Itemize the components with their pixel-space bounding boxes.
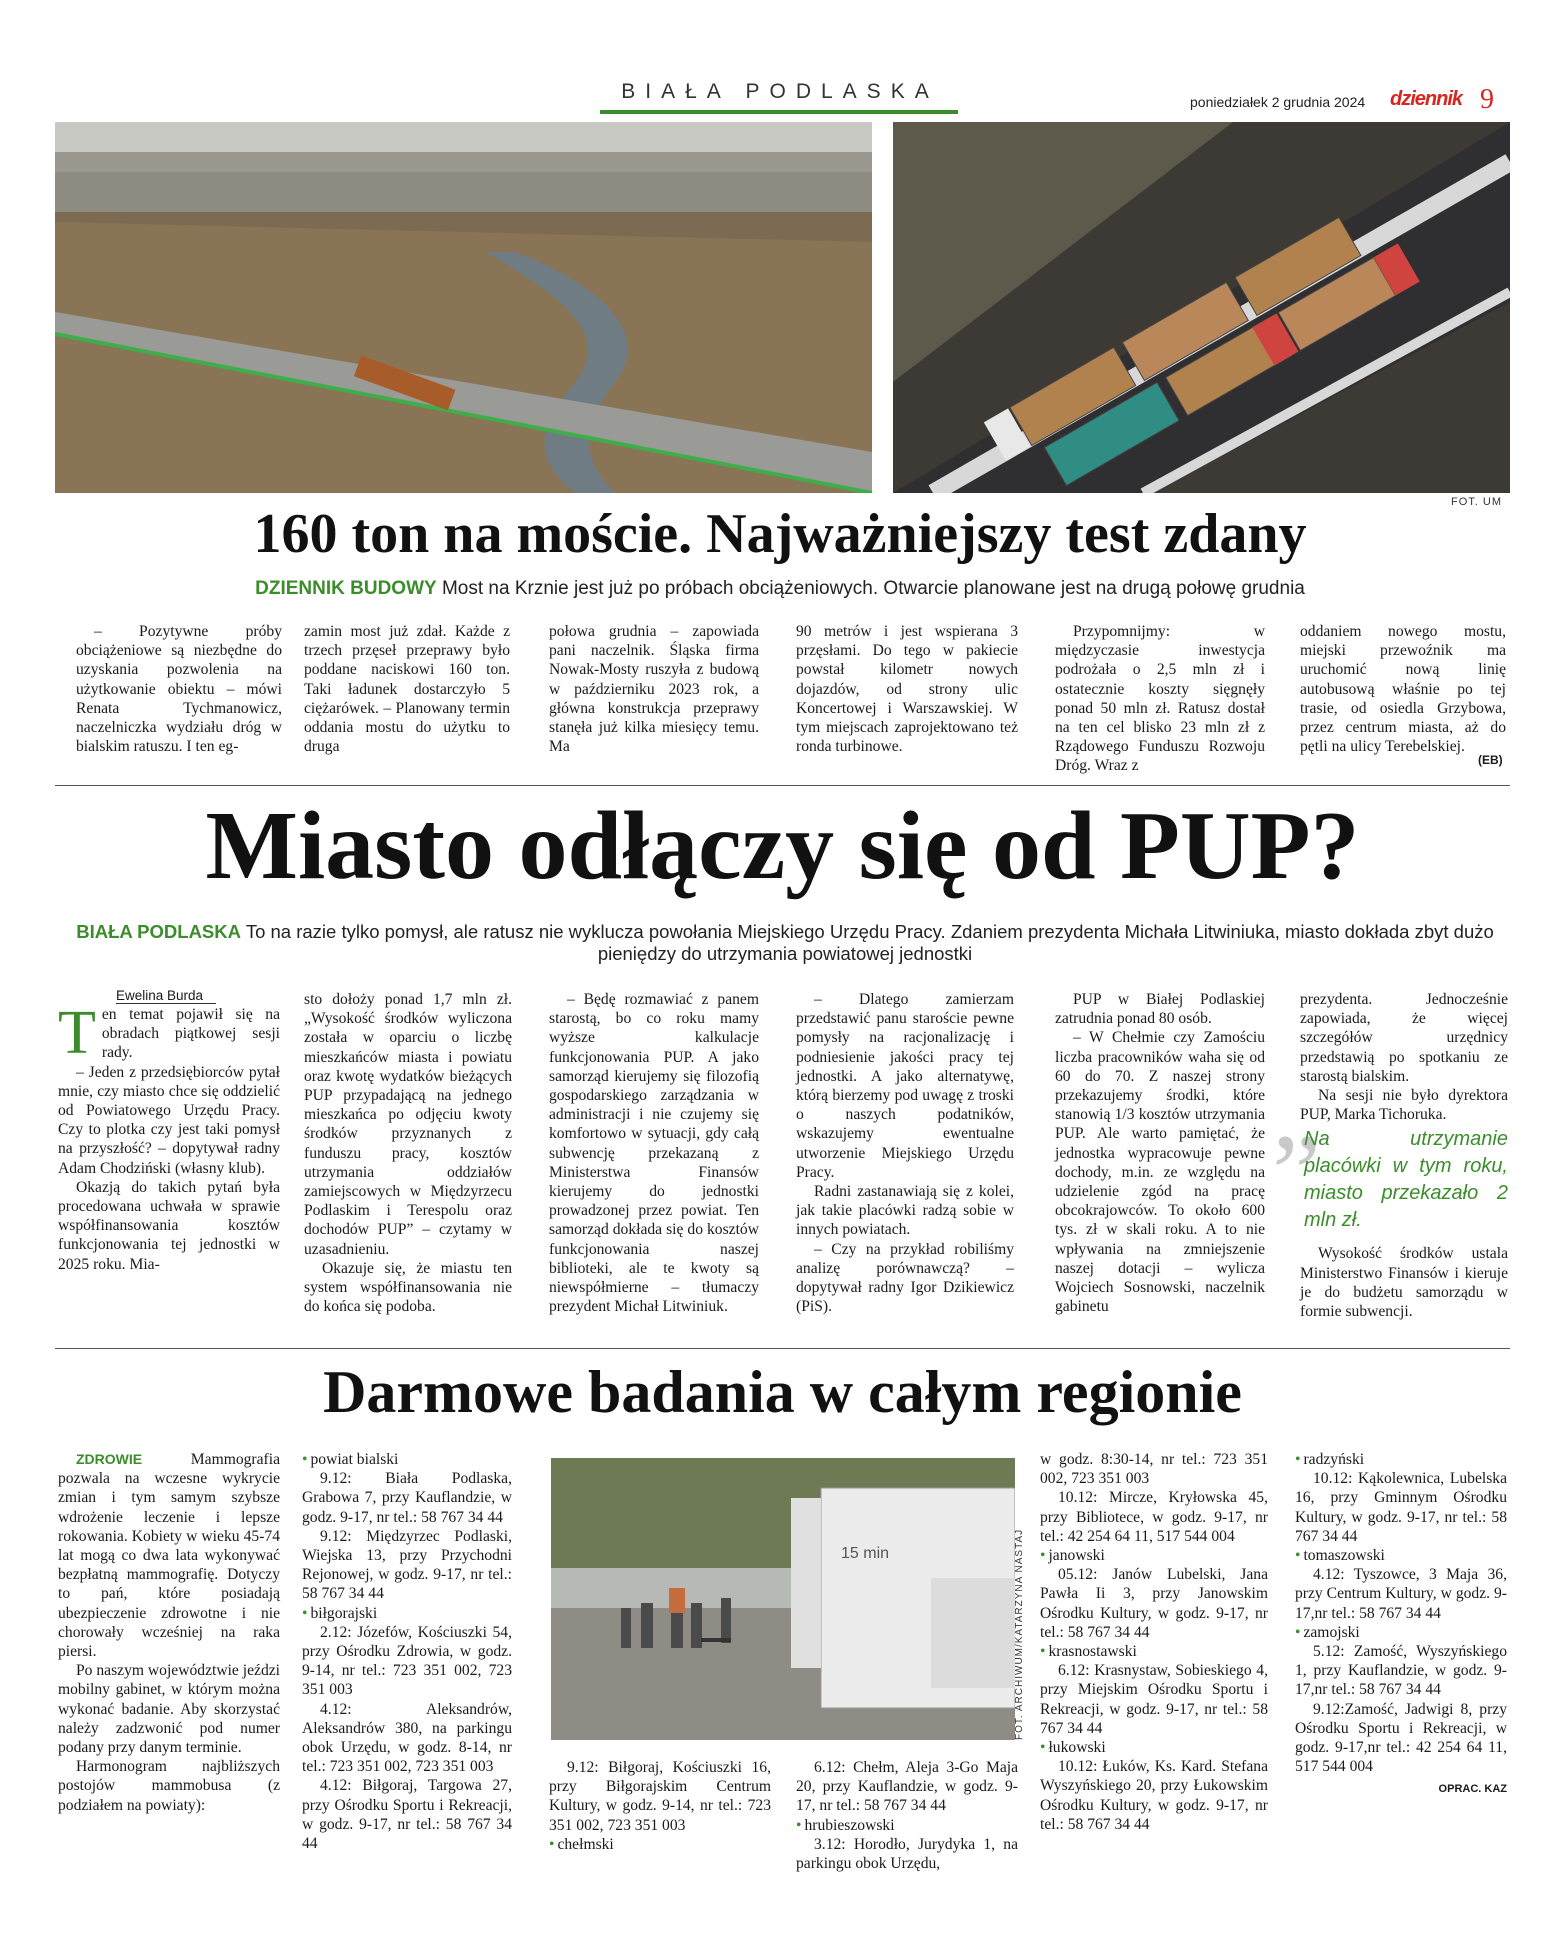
article3-signature: OPRAC. KAZ: [1438, 1783, 1507, 1796]
article2-text: prezydenta. Jednocześnie zapowiada, że więcej szczegółów urzędnicy przedstawią po spotkaniu ze starostą bialskim.: [1300, 991, 1508, 1085]
article1-col6: [1300, 622, 1506, 756]
article2-text: Okazją do takich pytań była procedowana uchwała w sprawie współfinansowania kosztów funkcjonowania tej jednostki w 2025 roku. Mia-: [58, 1178, 280, 1273]
article3-kicker: ZDROWIE: [76, 1451, 143, 1467]
schedule-entry: 9.12:Zamość, Jadwigi 8, przy Ośrodku Sportu i Rekreacji, w godz. 9-17,nr tel.: 42 254 64 11, 517 544 004: [1295, 1700, 1507, 1776]
schedule-entry: 10.12: Kąkolewnica, Lubelska 16, przy Gminnym Ośrodku Kultury, w godz. 9-17, nr tel.: 58 767 34 44: [1295, 1470, 1507, 1545]
county-label: • janowski: [1040, 1546, 1268, 1565]
schedule-entry: 4.12: Biłgoraj, Targowa 27, przy Ośrodku Sportu i Rekreacji, w godz. 9-17, nr tel.: 58 767 34 44: [302, 1777, 512, 1853]
article2-text: – Jeden z przedsiębiorców pytał mnie, czy miasto chce się oddzielić od Powiatowego Urzędu Pracy. Czy to plotka czy jest taki pomysł na przyszłość? – dopytywał radny Adam Chodziński (własny klub).: [58, 1063, 280, 1177]
dziennik-logo: dziennik: [1390, 88, 1463, 110]
section-title: BIAŁA PODLASKA: [621, 80, 939, 103]
article2-author: Ewelina Burda: [116, 988, 216, 1004]
article1-col4: [796, 622, 1018, 756]
article1-col2: [304, 622, 510, 756]
article1-text: oddaniem nowego mostu, miejski przewoźnik ma uruchomić nową linię autobusową właśnie po tej trasie, od osiedla Grzybowa, przez centrum miasta, aż do pętli na ulicy Terebelskiej.: [1300, 623, 1506, 756]
quote-mark-icon: ”: [1272, 1112, 1321, 1235]
bridge-aerial-photo: [55, 122, 872, 493]
county-label: • powiat bialski: [302, 1450, 512, 1469]
schedule-entry: w godz. 8:30-14, nr tel.: 723 351 002, 723 351 003: [1040, 1451, 1268, 1488]
photo-sign-text: 15 min: [841, 1545, 890, 1562]
article1-kicker: DZIENNIK BUDOWY: [255, 578, 437, 599]
article1-text: połowa grudnia – zapowiada pani naczelnik. Śląska firma Nowak-Mosty ruszyła z budową w październiku 2023 rok, a główna konstrukcja przeprawy stanęła już kilka miesięcy temu. Ma: [549, 623, 759, 756]
article1-text: 90 metrów i jest wspierana 3 przęsłami. Do tego w pakiecie powstał kilometr nowych dojazdów, od strony ulic Koncertowej i Warszawskiej. W tym miejscach zaprojektowano też ronda turbinowe.: [796, 623, 1018, 756]
dropcap: T: [58, 999, 96, 1067]
article2-lead-text: To na razie tylko pomysł, ale ratusz nie wyklucza powołania Miejskiego Urzędu Pracy. Zdaniem prezydenta Michała Litwiniuka, miasto dokłada zbyt dużo pieniędzy do utrzymania powiatowej jednostki: [245, 921, 1494, 964]
county-label: • łukowski: [1040, 1738, 1268, 1757]
divider: [55, 1348, 1510, 1349]
article1-text: – Pozytywne próby obciążeniowe są niezbędne do uzyskania pozwolenia na użytkowanie obiektu – mówi Renata Tychmanowicz, naczelniczka wydziału dróg w bialskim ratuszu. I ten eg-: [76, 623, 282, 756]
article2-text: – Czy na przykład robiliśmy analizę porównawczą? – dopytywał radny Igor Dzikiewicz (PiS).: [796, 1240, 1014, 1316]
article3-col5: [1040, 1450, 1268, 1834]
schedule-entry: 6.12: Krasnystaw, Sobieskiego 4, przy Miejskim Ośrodku Sportu i Rekreacji, w godz. 9-17, nr tel.: 58 767 34 44: [1040, 1662, 1268, 1737]
section-underline: [600, 110, 958, 114]
article1-text: zamin most już zdał. Każde z trzech przęseł przeprawy było poddane naciskowi 160 ton. Taki ładunek dostarczyło 5 ciężarówek. – Planowany termin oddania mostu do użytku to druga: [304, 623, 510, 756]
article2-text: – W Chełmie czy Zamościu liczba pracowników waha się od 60 do 70. Z naszej strony przekazujemy środki, które stanowią 1/3 kosztów utrzymania PUP. Ale warto pamiętać, że jednostka wypracowuje pewne dochody, m.in. ze względu na udzielenie zgód na pracę obcokrajowców. To około 600 tys. zł w skali roku. A to nie wpływania na zmniejszenie naszej dotacji – wylicza Wojciech Sosnowski, naczelnik gabinetu: [1055, 1029, 1265, 1316]
county-label: • hrubieszowski: [796, 1816, 1018, 1835]
schedule-entry: 3.12: Horodło, Jurydyka 1, na parkingu obok Urzędu,: [796, 1835, 1018, 1873]
article3-text: Harmonogram najbliższych postojów mammobusa (z podziałem na powiaty):: [58, 1758, 280, 1814]
article1-title: 160 ton na moście. Najważniejszy test zdany: [253, 503, 1307, 565]
mammobus-photo: [551, 1458, 1015, 1740]
article2-text: PUP w Białej Podlaskiej zatrudnia ponad 80 osób.: [1055, 991, 1265, 1028]
county-label: • krasnostawski: [1040, 1642, 1268, 1661]
article3-col6: [1295, 1450, 1507, 1800]
county-label: • radzyński: [1295, 1450, 1507, 1469]
photo-credit-um: FOT. UM: [1451, 496, 1502, 508]
article2-text: sto dołoży ponad 1,7 mln zł. „Wysokość środków wyliczona została w oparciu o liczbę mieszkańców miasta i powiatu oraz kwotę wydatków bieżących PUP przypadającą na jednego mieszkańca po odjęciu kwoty środków przyznanych z funduszu pracy, kosztów utrzymania oddziałów zamiejscowych w Międzyrzecu Podlaskim i Terespolu oraz dochodów PUP” – czytamy w uzasadnieniu.: [304, 991, 512, 1258]
county-label: • chełmski: [549, 1835, 771, 1854]
article1-text: Przypomnijmy: w międzyczasie inwestycja podrożała o 2,5 mln zł i ostatecznie koszty sięgnęły ponad 50 mln zł. Ratusz dostał na ten cel blisko 23 mln zł z Rządowego Funduszu Rozwoju Dróg. Wraz z: [1055, 623, 1265, 775]
article1-signature: (EB): [1478, 753, 1503, 767]
county-label: • tomaszowski: [1295, 1546, 1507, 1565]
schedule-entry: 4.12: Tyszowce, 3 Maja 36, przy Centrum Kultury, w godz. 9-17,nr tel.: 58 767 34 44: [1295, 1566, 1507, 1622]
article1-col3: [549, 622, 759, 756]
schedule-entry: 05.12: Janów Lubelski, Jana Pawła Ii 3, przy Janowskim Ośrodku Kultury, w godz. 9-17, nr tel.: 58 767 34 44: [1040, 1566, 1268, 1641]
article1-lead-text: Most na Krznie jest już po próbach obciążeniowych. Otwarcie planowane jest na drugą połowę grudnia: [441, 578, 1305, 599]
quote-text: Na utrzymanie placówki w tym roku, miasto przekazało 2 mln zł.: [1304, 1128, 1508, 1232]
article1-col1: [76, 622, 282, 756]
article3-col2: [302, 1450, 512, 1853]
article2-text: Okazuje się, że miastu ten system współfinansowania nie do końca się podoba.: [304, 1259, 512, 1316]
schedule-entry: 9.12: Biała Podlaska, Grabowa 7, przy Kauflandzie, w godz. 9-17, nr tel.: 58 767 34 44: [302, 1470, 512, 1526]
county-label: • biłgorajski: [302, 1604, 512, 1623]
schedule-entry: 10.12: Mircze, Kryłowska 45, przy Bibliotece, w godz. 9-17, nr tel.: 42 254 64 11, 517 544 004: [1040, 1489, 1268, 1545]
trucks-on-bridge-photo: [893, 122, 1510, 493]
article3-col1: [58, 1450, 280, 1815]
article2-col5: [1055, 990, 1265, 1316]
article2-text: en temat pojawił się na obradach piątkowej sesji rady.: [101, 1006, 280, 1062]
photo-credit-archive: FOT. ARCHIWUM/KATARZYNA NASTAJ: [1014, 1528, 1025, 1740]
divider: [55, 785, 1510, 786]
article2-title: Miasto odłączy się od PUP?: [205, 792, 1360, 900]
article2-col4: [796, 990, 1014, 1316]
schedule-entry: 9.12: Międzyrzec Podlaski, Wiejska 13, przy Przychodni Rejonowej, w godz. 9-17, nr tel.: 58 767 34 44: [302, 1527, 512, 1603]
schedule-entry: 6.12: Chełm, Aleja 3-Go Maja 20, przy Kauflandzie, w godz. 9-17, nr tel.: 58 767 34 44: [796, 1759, 1018, 1815]
article3-title: Darmowe badania w całym regionie: [323, 1359, 1242, 1425]
schedule-entry: 4.12: Aleksandrów, Aleksandrów 380, na parkingu obok Urzędu, w godz. 8-14, nr tel.: 723 351 002, 723 351 003: [302, 1700, 512, 1776]
article3-col3: [549, 1758, 771, 1854]
article2-col3: [549, 990, 759, 1316]
schedule-entry: 5.12: Zamość, Wyszyńskiego 1, przy Kauflandzie, w godz. 9-17,nr tel.: 58 767 34 44: [1295, 1643, 1507, 1699]
schedule-entry: 9.12: Biłgoraj, Kościuszki 16, przy Biłgorajskim Centrum Kultury, w godz. 9-14, nr tel.: 723 351 002, 723 351 003: [549, 1759, 771, 1834]
article3-text: Mammografia pozwala na wczesne wykrycie zmian i tym samym szybsze wdrożenie leczenie i lepsze rokowania. Kobiety w wieku 45-74 lat mogą co dwa lata wykonywać bezpłatną mammografię. Dotyczy to pań, które posiadają ubezpieczenie zdrowotne i nie chorowały wcześniej na raka piersi.: [58, 1451, 280, 1661]
article2-col1: [58, 999, 280, 1274]
article2-text: Radni zastanawiają się z kolei, jak takie placówki radzą sobie w innych powiatach.: [796, 1183, 1014, 1239]
schedule-entry: 2.12: Józefów, Kościuszki 54, przy Ośrodku Zdrowia, w godz. 9-14, nr tel.: 723 351 002, 723 351 003: [302, 1623, 512, 1699]
article2-col2: [304, 990, 512, 1316]
article2-text: Wysokość środków ustala Ministerstwo Finansów i kieruje je do budżetu samorządu w formie subwencji.: [1300, 1245, 1508, 1321]
article2-text: Na sesji nie było dyrektora PUP, Marka Tichoruka.: [1300, 1087, 1508, 1124]
article2-kicker: BIAŁA PODLASKA: [76, 921, 241, 942]
article2-col6: [1272, 990, 1508, 1321]
article1-col5: [1055, 622, 1265, 776]
article3-col4: [796, 1758, 1018, 1873]
schedule-entry: 10.12: Łuków, Ks. Kard. Stefana Wyszyńskiego 20, przy Łukowskim Ośrodku Kultury, w godz. 9-17, nr tel.: 58 767 34 44: [1040, 1758, 1268, 1833]
article3-text: Po naszym województwie jeździ mobilny gabinet, w którym można wykonać badanie. Aby skorzystać należy zadzwonić pod numer podany przy danym terminie.: [58, 1662, 280, 1757]
issue-date: poniedziałek 2 grudnia 2024: [1190, 94, 1366, 110]
article2-text: – Dlatego zamierzam przedstawić panu staroście pewne pomysły na racjonalizację i podniesienie jakości pracy tej jednostki. A jako alternatywę, którą bierzemy pod uwagę z troski o naszych podatników, wskazujemy ewentualne utworzenie Miejskiego Urzędu Pracy.: [796, 991, 1014, 1181]
pull-quote: [1272, 1112, 1508, 1238]
article2-text: – Będę rozmawiać z panem starostą, bo co roku mamy wyższe kalkulacje funkcjonowania PUP. A jako samorząd kierujemy się filozofią gospodarskiego zarządzania w administracji i nie czujemy się komfortowo w sytuacji, gdy całą subwencję przekazaną z Ministerstwa Finansów kierujemy do jednostki prowadzonej przez powiat. Ten samorząd dokłada się do kosztów funkcjonowania naszej biblioteki, ale te kwoty są niewspółmierne – tłumaczy prezydent Michał Litwiniuk.: [549, 991, 759, 1316]
article2-lead: [75, 921, 1495, 965]
article1-lead: [60, 578, 1500, 600]
page-number: 9: [1480, 84, 1494, 115]
county-label: • zamojski: [1295, 1623, 1507, 1642]
